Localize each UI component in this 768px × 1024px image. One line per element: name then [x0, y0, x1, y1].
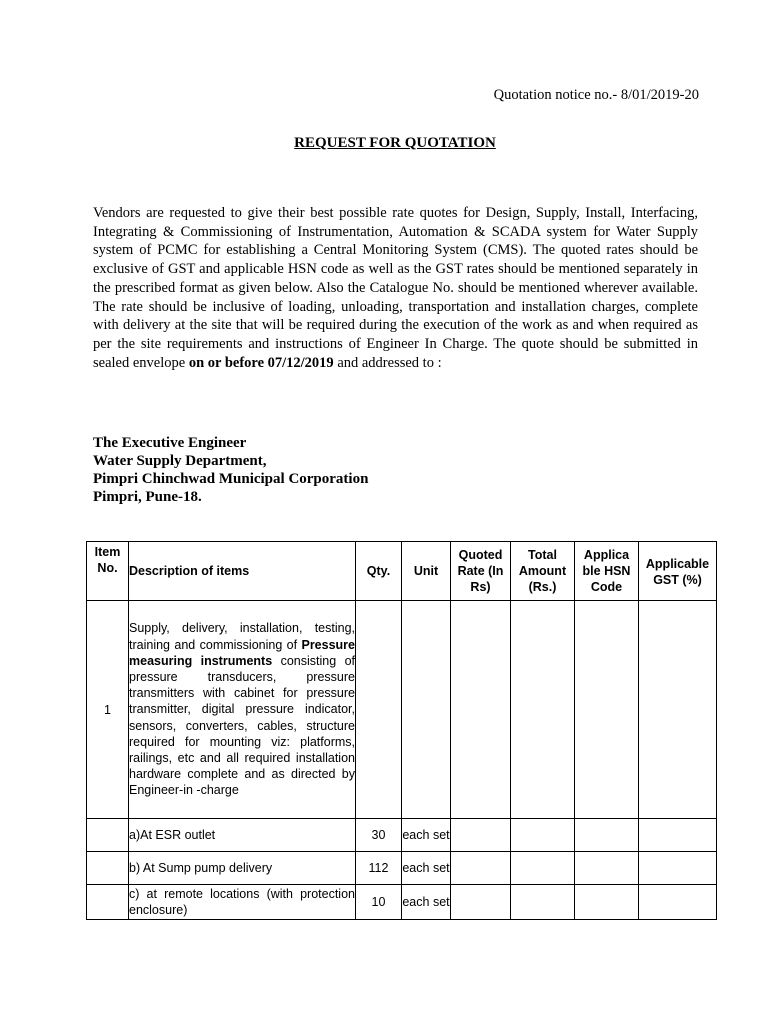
sub-item-description: c) at remote locations (with protection enclosure)	[129, 885, 356, 920]
empty-cell	[87, 885, 129, 920]
empty-cell	[87, 852, 129, 885]
empty-cell	[639, 852, 717, 885]
empty-cell	[451, 852, 511, 885]
table-header-row	[87, 542, 717, 601]
sub-item-qty: 10	[356, 885, 402, 920]
empty-cell	[639, 819, 717, 852]
paragraph-ending: and addressed to :	[333, 354, 442, 371]
address-line-4: Pimpri, Pune-18.	[93, 489, 202, 505]
address-line-2: Water Supply Department,	[93, 453, 267, 469]
item-description	[129, 601, 356, 819]
document-title: REQUEST FOR QUOTATION	[294, 135, 496, 151]
table-row	[87, 885, 717, 920]
empty-cell	[511, 601, 575, 819]
item-desc-before: Supply, delivery, installation, testing, training and commissioning of	[129, 621, 355, 652]
empty-cell	[451, 885, 511, 920]
empty-cell	[87, 819, 129, 852]
header-hsn-code: Applica ble HSN Code	[575, 542, 639, 601]
sub-item-unit: each set	[402, 885, 451, 920]
header-qty: Qty.	[356, 542, 402, 601]
paragraph-text: Vendors are requested to give their best possible rate quotes for Design, Supply, Install, Interfacing, Integrating & Commissioning of Instrumentation, Automation & SCADA system for Water Supply system of PCMC for establishing a Central Monitoring System (CMS). The quoted rates should be exclusive of GST and applicable HSN code as well as the GST rates should be mentioned separately in the prescribed format as given below. Also the Catalogue No. should be mentioned wherever available. The rate should be inclusive of loading, unloading, transportation and installation charges, complete with delivery at the site that will be required during the execution of the work as and when required as per the site requirements and instructions of Engineer In Charge. The quote should be submitted in sealed envelope	[93, 205, 698, 371]
sub-item-description: a)At ESR outlet	[129, 819, 356, 852]
sub-item-unit: each set	[402, 852, 451, 885]
table-row	[87, 819, 717, 852]
header-total-amount: Total Amount (Rs.)	[511, 542, 575, 601]
empty-cell	[511, 819, 575, 852]
header-description: Description of items	[129, 542, 356, 601]
item-desc-after: consisting of pressure transducers, pressure transmitters with cabinet for pressure transmitter, digital pressure indicator, sensors, converters, cables, structure required for mounting viz: platforms, railings, etc and all required installation hardware complete and as directed by Engineer-in -charge	[129, 653, 355, 798]
empty-cell	[575, 852, 639, 885]
header-item-no: Item No.	[87, 542, 129, 601]
sub-item-qty: 112	[356, 852, 402, 885]
sub-item-description: b) At Sump pump delivery	[129, 852, 356, 885]
item-number: 1	[87, 601, 129, 819]
header-unit: Unit	[402, 542, 451, 601]
table-row	[87, 852, 717, 885]
request-paragraph	[93, 204, 698, 372]
empty-cell	[639, 601, 717, 819]
sub-item-unit: each set	[402, 819, 451, 852]
sub-item-qty: 30	[356, 819, 402, 852]
submission-deadline: on or before 07/12/2019	[188, 354, 334, 371]
empty-cell	[402, 601, 451, 819]
recipient-address	[93, 434, 368, 506]
item-desc-bold: Pressure measuring instruments	[129, 637, 355, 668]
empty-cell	[451, 819, 511, 852]
empty-cell	[575, 601, 639, 819]
header-quoted-rate: Quoted Rate (In Rs)	[451, 542, 511, 601]
empty-cell	[511, 852, 575, 885]
header-gst: Applicable GST (%)	[639, 542, 717, 601]
quotation-table	[86, 541, 717, 920]
address-line-1: The Executive Engineer	[93, 435, 247, 451]
empty-cell	[451, 601, 511, 819]
quotation-notice-number: Quotation notice no.- 8/01/2019-20	[493, 87, 699, 103]
empty-cell	[356, 601, 402, 819]
empty-cell	[511, 885, 575, 920]
empty-cell	[575, 885, 639, 920]
table-row	[87, 601, 717, 819]
empty-cell	[575, 819, 639, 852]
address-line-3: Pimpri Chinchwad Municipal Corporation	[93, 471, 369, 487]
empty-cell	[639, 885, 717, 920]
